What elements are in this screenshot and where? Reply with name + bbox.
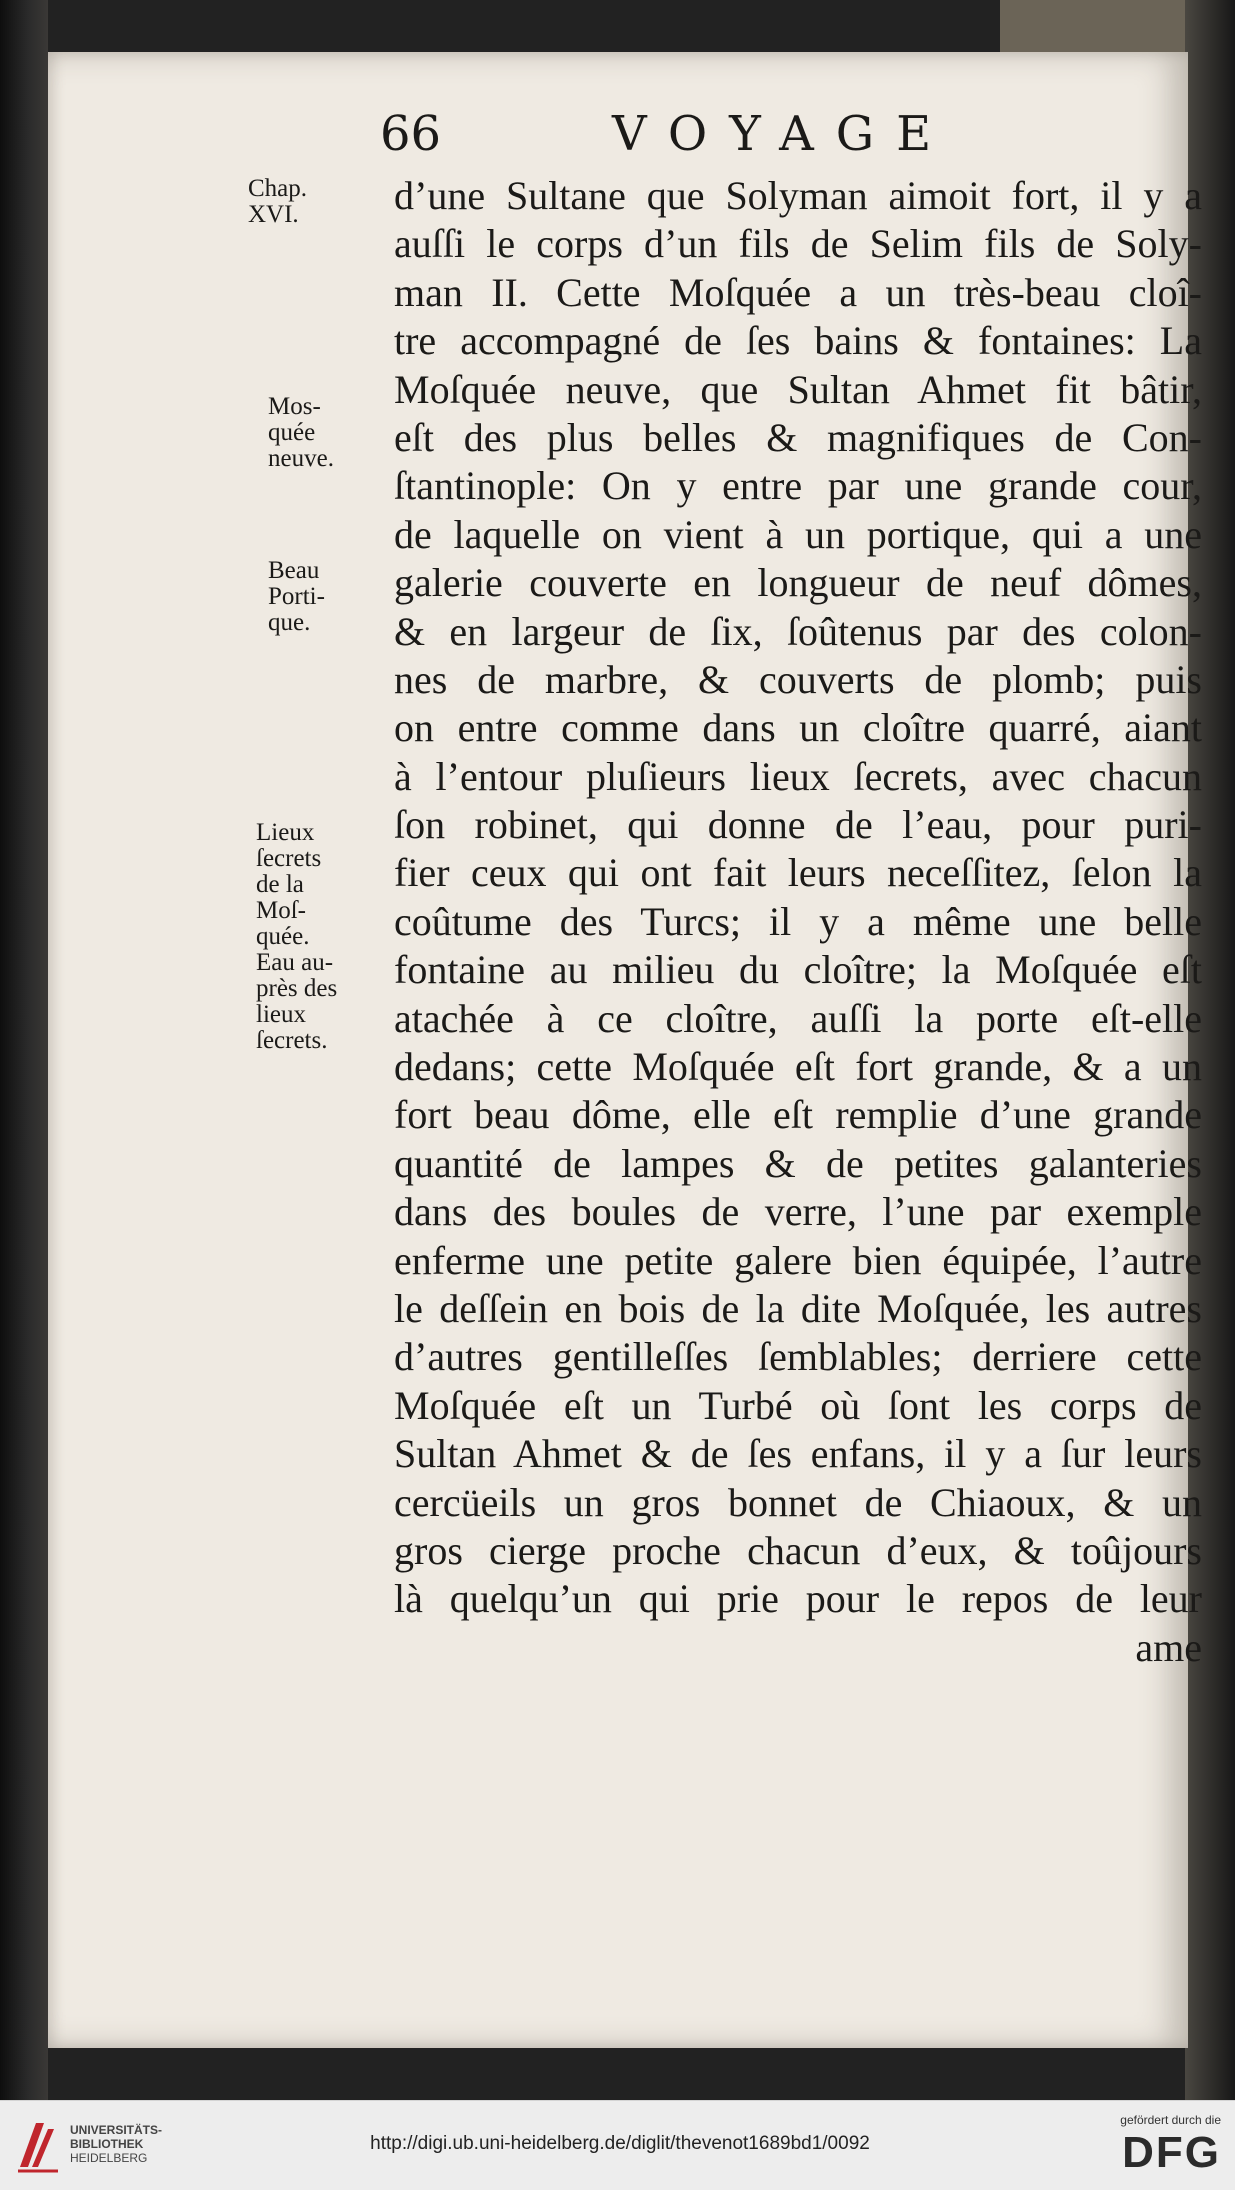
dfg-logo[interactable]: DFG: [1122, 2128, 1221, 2177]
text-line: d’autres gentilleſſes ſemblables; derriere cette: [394, 1334, 1202, 1380]
library-name[interactable]: UNIVERSITÄTS- BIBLIOTHEK HEIDELBERG: [70, 2123, 163, 2165]
margin-note-mosquee-neuve: Mos- quée neuve.: [268, 393, 334, 472]
text-line: cercüeils un gros bonnet de Chiaoux, & un: [394, 1479, 1202, 1525]
text-line: eſt des plus belles & magnifiques de Con-: [394, 414, 1202, 460]
text-line: dedans; cette Moſquée eſt fort grande, & a un: [394, 1044, 1202, 1090]
text-line: de laquelle on vient à un portique, qui a une: [394, 511, 1202, 557]
running-title: VOYAGE: [612, 106, 954, 162]
funded-by-label: gefördert durch die: [1120, 2113, 1221, 2127]
text-line: tre accompagné de ſes bains & fontaines: La: [394, 318, 1202, 364]
page-body-text: [394, 172, 1202, 1672]
text-line: galerie couverte en longueur de neuf dômes,: [394, 560, 1202, 606]
catchword: ame: [1135, 1624, 1202, 1670]
page-number: 66: [380, 106, 442, 162]
ub-heidelberg-logo-icon[interactable]: [14, 2117, 62, 2175]
torn-paper-corner: [1000, 0, 1200, 60]
document-url[interactable]: http://digi.ub.uni-heidelberg.de/diglit/thevenot1689bd1/0092: [370, 2133, 870, 2154]
text-line: nes de marbre, & couverts de plomb; puis: [394, 656, 1202, 702]
margin-note-chapter: Chap. XVI.: [248, 175, 308, 228]
viewer-footer: [0, 2100, 1235, 2190]
text-line: gros cierge proche chacun d’eux, & toûjours: [394, 1527, 1202, 1573]
text-line: fort beau dôme, elle eſt remplie d’une grande: [394, 1092, 1202, 1138]
text-line: coûtume des Turcs; il y a même une belle: [394, 898, 1202, 944]
text-line: fier ceux qui ont fait leurs neceſſitez, ſelon la: [394, 850, 1202, 896]
text-line: auſſi le corps d’un fils de Selim fils de Soly-: [394, 221, 1202, 267]
text-line: quantité de lampes & de petites galanteries: [394, 1140, 1202, 1186]
margin-note-beau-portique: Beau Porti- que.: [268, 557, 325, 636]
text-line: ſtantinople: On y entre par une grande cour,: [394, 463, 1202, 509]
book-binding-edge: [0, 0, 48, 2100]
text-line: atachée à ce cloître, auſſi la porte eſt-elle: [394, 995, 1202, 1041]
text-line: ſon robinet, qui donne de l’eau, pour puri-: [394, 802, 1202, 848]
text-line: fontaine au milieu du cloître; la Moſquée eſt: [394, 947, 1202, 993]
text-line: dans des boules de verre, l’une par exemple: [394, 1189, 1202, 1235]
text-line: man II. Cette Moſquée a un très-beau cloî-: [394, 269, 1202, 315]
text-line: à l’entour pluſieurs lieux ſecrets, avec chacun: [394, 753, 1202, 799]
text-line: enferme une petite galere bien équipée, l’autre: [394, 1237, 1202, 1283]
text-line: le deſſein en bois de la dite Moſquée, les autres: [394, 1285, 1202, 1331]
text-line: Moſquée neuve, que Sultan Ahmet fit bâtir,: [394, 366, 1202, 412]
text-line: là quelqu’un qui prie pour le repos de leur: [394, 1576, 1202, 1622]
text-line: Sultan Ahmet & de ſes enfans, il y a ſur leurs: [394, 1431, 1202, 1477]
text-line: & en largeur de ſix, ſoûtenus par des colon-: [394, 608, 1202, 654]
text-line: on entre comme dans un cloître quarré, aiant: [394, 705, 1202, 751]
text-line: d’une Sultane que Solyman aimoit fort, il y a: [394, 173, 1202, 218]
margin-note-lieux-secrets: Lieux ſecrets de la Moſ- quée. Eau au- près des lieux ſecrets.: [256, 819, 338, 1054]
text-line: Moſquée eſt un Turbé où ſont les corps de: [394, 1382, 1202, 1428]
